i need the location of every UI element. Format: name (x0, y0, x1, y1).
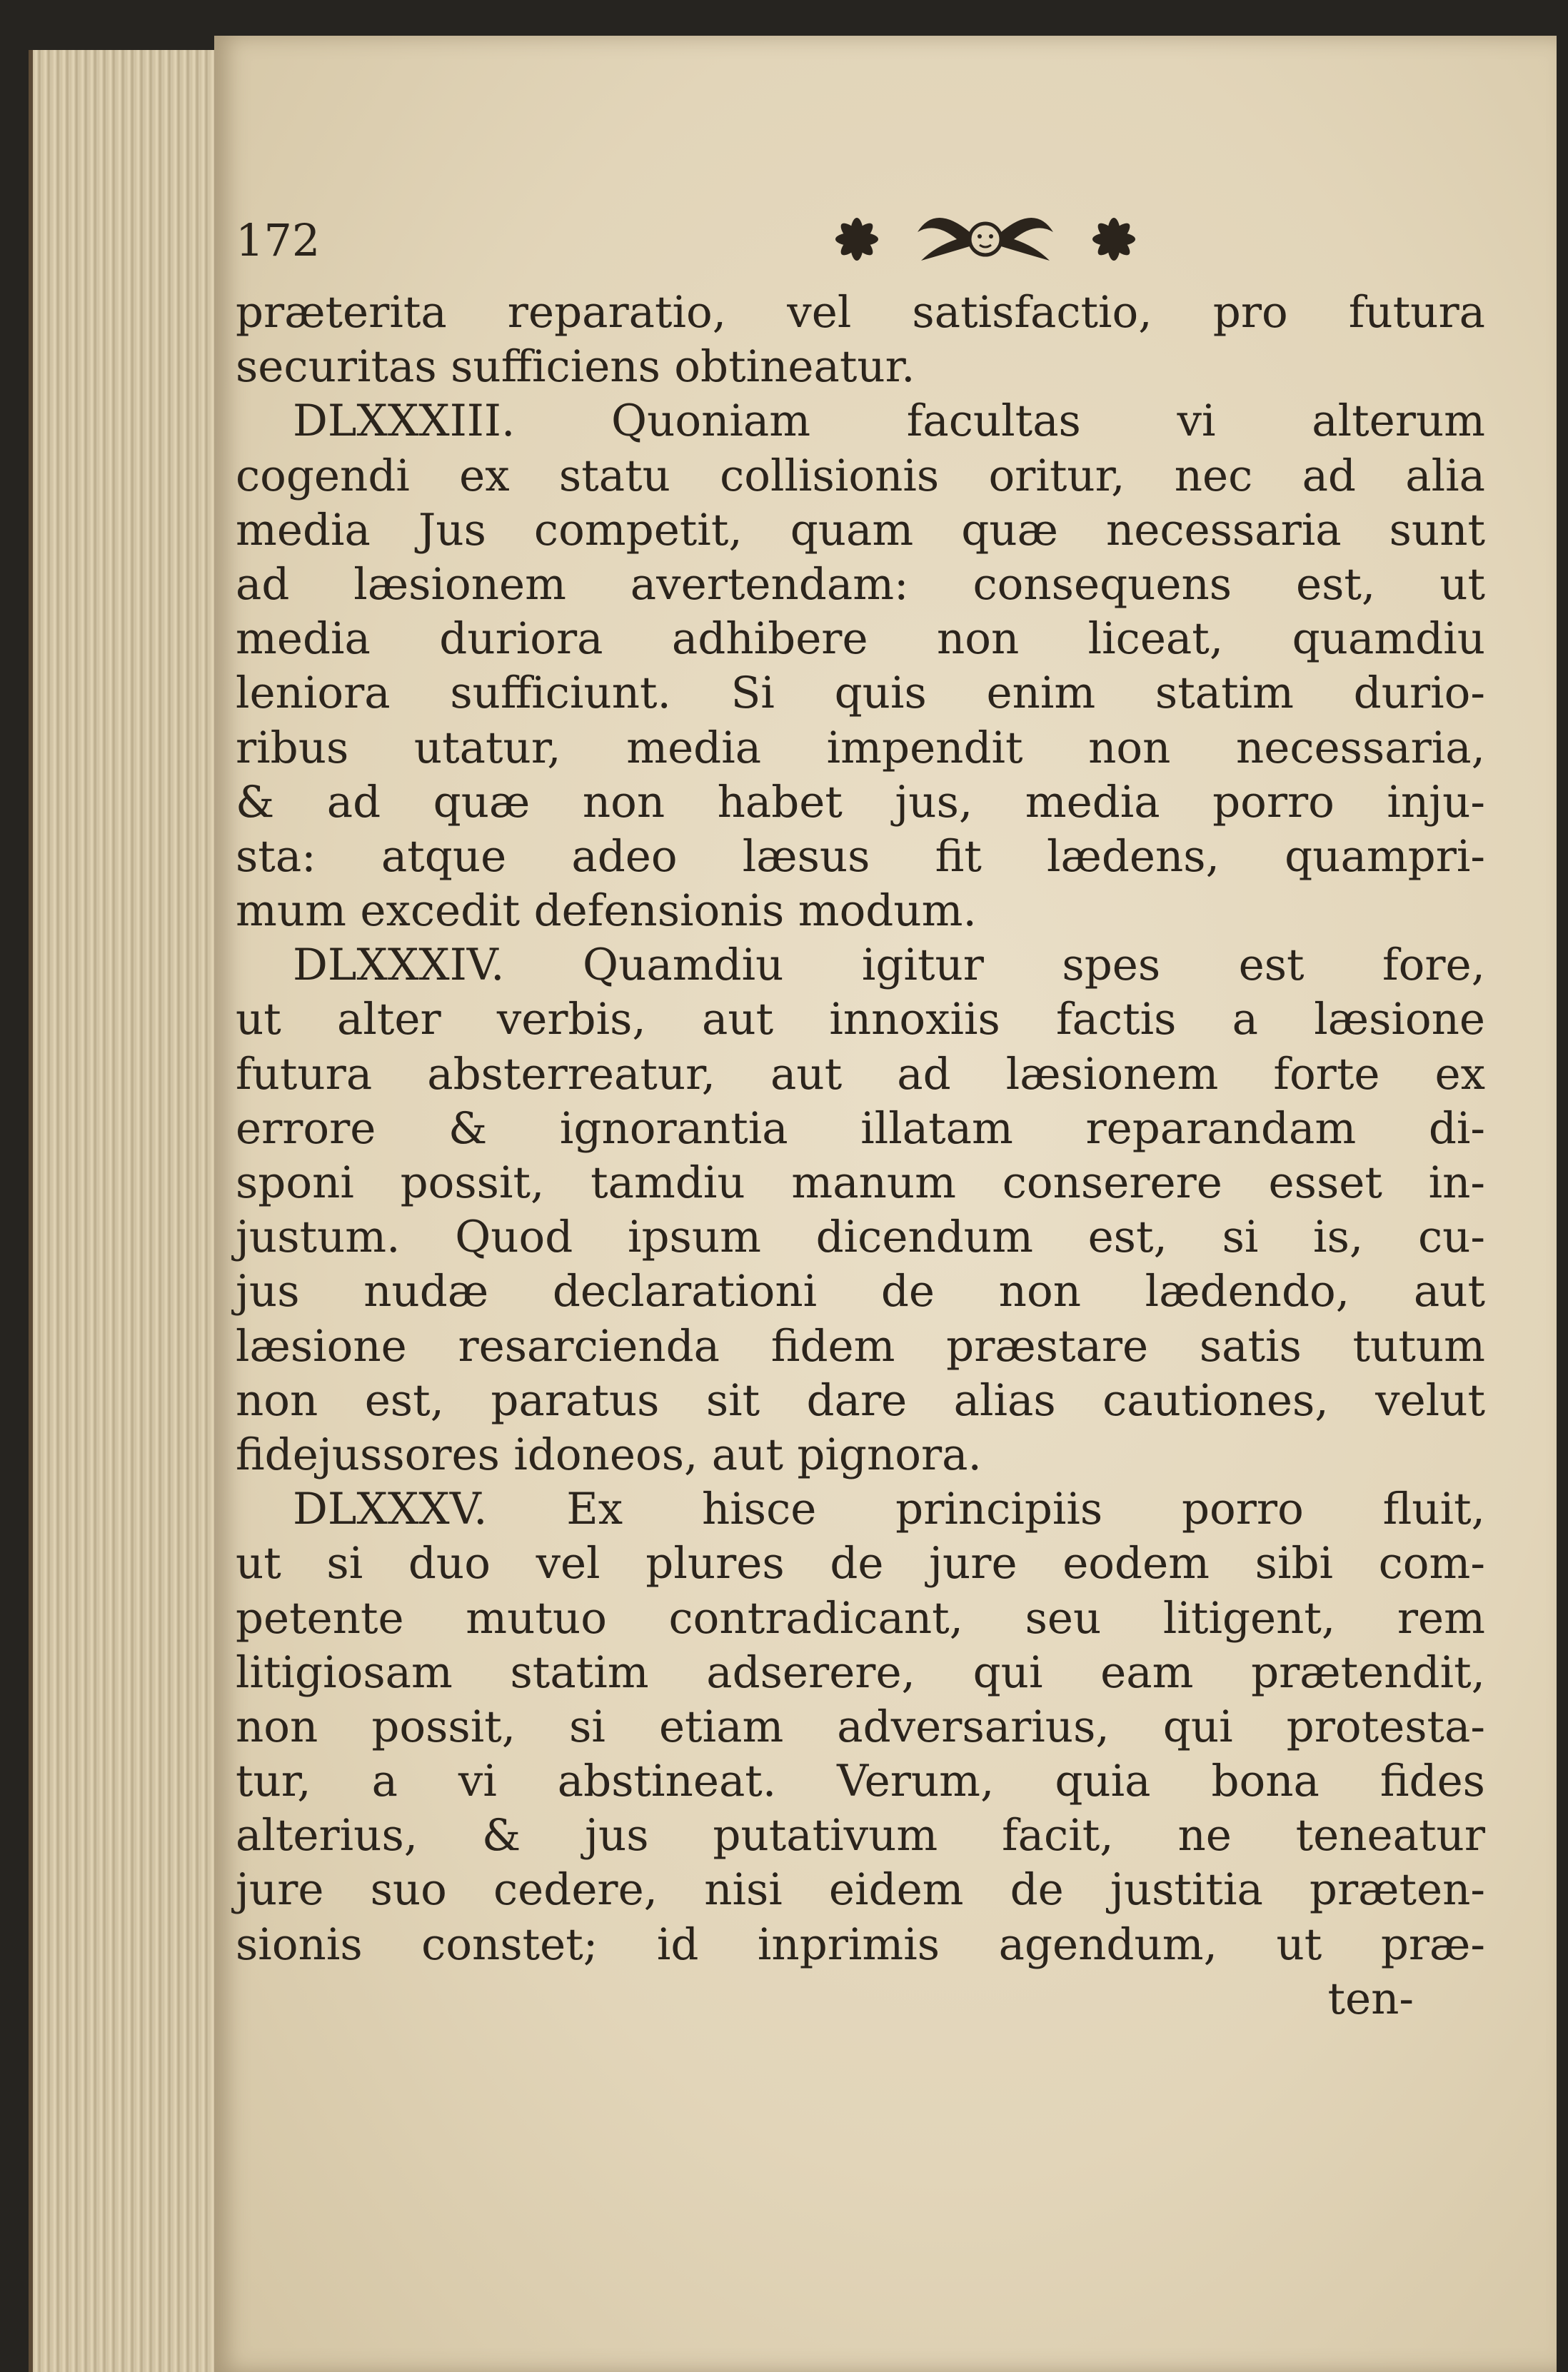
page-number: 172 (236, 214, 321, 266)
text-line: futura absterreatur, aut ad læsionem forte ex (236, 1048, 1485, 1100)
paragraph-start-line: DLXXXIV. Quamdiu igitur spes est fore, (293, 940, 1485, 991)
text-line: mum excedit defensionis modum. (236, 885, 977, 937)
catchword: ten- (1327, 1973, 1414, 2024)
text-line: ribus utatur, media impendit non necessaria, (236, 722, 1485, 773)
text-line: sionis constet; id inprimis agendum, ut præ- (236, 1919, 1485, 1970)
text-line: justum. Quod ipsum dicendum est, si is, cu- (236, 1212, 1485, 1263)
text-line: & ad quæ non habet jus, media porro inju- (236, 776, 1485, 828)
text-line: petente mutuo contradicant, seu litigent, rem (236, 1592, 1485, 1644)
page-text-block (236, 193, 1485, 2026)
text-line: non est, paratus sit dare alias cautiones, velut (236, 1375, 1485, 1426)
text-line: non possit, si etiam adversarius, qui protesta- (236, 1701, 1485, 1752)
running-header (236, 193, 1485, 286)
paragraph-start-line: DLXXXV. Ex hisce principiis porro fluit, (293, 1484, 1485, 1535)
paragraph-start-line: DLXXXIII. Quoniam facultas vi alterum (293, 396, 1485, 447)
text-line: jure suo cedere, nisi eidem de justitia præten- (236, 1864, 1485, 1916)
text-line: media Jus competit, quam quæ necessaria sunt (236, 504, 1485, 556)
text-line: errore & ignorantia illatam reparandam di- (236, 1102, 1485, 1154)
text-line: sta: atque adeo læsus fit lædens, quampri- (236, 830, 1485, 882)
text-line: leniora sufficiunt. Si quis enim statim durio- (236, 668, 1485, 719)
text-line: media duriora adhibere non liceat, quamdiu (236, 613, 1485, 665)
text-line: fidejussores idoneos, aut pignora. (236, 1429, 982, 1480)
text-line: læsione resarcienda fidem præstare satis tutum (236, 1320, 1485, 1372)
text-line: præterita reparatio, vel satisfactio, pro futura (236, 287, 1485, 338)
ornament-icon (807, 200, 1164, 278)
text-line: securitas sufficiens obtineatur. (236, 341, 915, 393)
text-line: ad læsionem avertendam: consequens est, ut (236, 558, 1485, 610)
text-line: sponi possit, tamdiu manum conserere esset in- (236, 1157, 1485, 1208)
text-line: cogendi ex statu collisionis oritur, nec ad alia (236, 450, 1485, 501)
text-line: tur, a vi abstineat. Verum, quia bona fides (236, 1756, 1485, 1807)
text-line: alterius, & jus putativum facit, ne teneatur (236, 1810, 1485, 1861)
text-line: jus nudæ declarationi de non lædendo, aut (236, 1266, 1485, 1317)
text-line: litigiosam statim adserere, qui eam prætendit, (236, 1647, 1485, 1698)
text-line: ut alter verbis, aut innoxiis factis a læsione (236, 994, 1485, 1045)
text-line: ut si duo vel plures de jure eodem sibi com- (236, 1538, 1485, 1589)
